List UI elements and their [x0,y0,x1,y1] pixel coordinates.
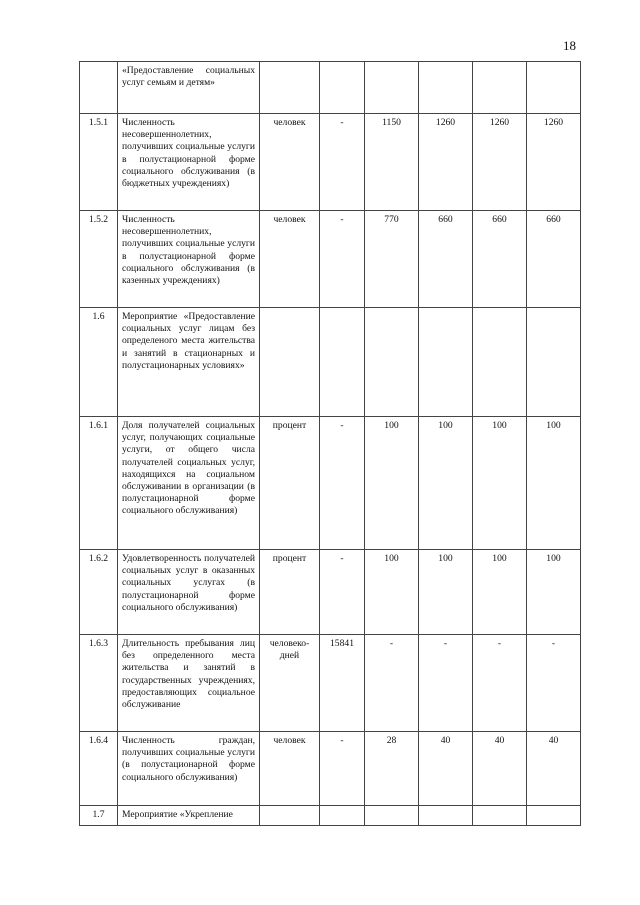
row-value-4: 100 [527,550,581,635]
row-number: 1.6.4 [80,732,118,806]
table-row [80,308,581,417]
row-number: 1.5.2 [80,211,118,308]
row-value-3 [473,62,527,114]
row-description: Длительность пребывания лиц без определенного места жительства и занятий в государственных учреждениях, предоставляющих социальное обслуживание [118,635,260,732]
row-value-1: 28 [365,732,419,806]
row-base-value [320,806,365,826]
row-number [80,62,118,114]
row-value-4 [527,308,581,417]
row-description: Доля получателей социальных услуг, получающих социальные услуги, от общего числа получателей социальных услуг, находящихся на социальном обслуживании в организации (в полустационарной форме социального обслуживания) [118,417,260,550]
row-number: 1.6.2 [80,550,118,635]
row-value-4 [527,806,581,826]
row-base-value: - [320,211,365,308]
row-value-3: 100 [473,550,527,635]
row-value-1: 100 [365,417,419,550]
table-row [80,635,581,732]
row-value-4: - [527,635,581,732]
row-unit: процент [260,417,320,550]
row-value-2: 40 [419,732,473,806]
row-value-3: 660 [473,211,527,308]
row-base-value: - [320,417,365,550]
row-description: Удовлетворенность получателей социальных услуг в оказанных социальных услугах (в полустационарной форме социального обслуживания) [118,550,260,635]
table-row [80,62,581,114]
row-value-4 [527,62,581,114]
row-value-2: 1260 [419,114,473,211]
row-unit [260,62,320,114]
row-unit: процент [260,550,320,635]
row-value-2: 100 [419,417,473,550]
row-value-4: 1260 [527,114,581,211]
page-number: 18 [563,38,576,53]
row-base-value: - [320,550,365,635]
row-value-3 [473,308,527,417]
row-value-3: - [473,635,527,732]
row-base-value [320,308,365,417]
row-value-3: 100 [473,417,527,550]
row-value-1: 770 [365,211,419,308]
row-unit: человеко-дней [260,635,320,732]
row-description: Мероприятие «Укрепление [118,806,260,826]
row-description: Численность несовершеннолетних, получивших социальные услуги в полустационарной форме социального обслуживания (в бюджетных учреждениях) [118,114,260,211]
table-row [80,806,581,826]
table-row [80,417,581,550]
row-value-4: 100 [527,417,581,550]
row-value-2 [419,308,473,417]
indicators-table [79,61,581,826]
row-value-2 [419,806,473,826]
table-row [80,732,581,806]
row-value-3 [473,806,527,826]
row-description: «Предоставление социальных услуг семьям и детям» [118,62,260,114]
row-value-2: 100 [419,550,473,635]
row-value-4: 40 [527,732,581,806]
row-number: 1.5.1 [80,114,118,211]
row-number: 1.6.3 [80,635,118,732]
table-row [80,550,581,635]
row-unit: человек [260,114,320,211]
row-base-value: 15841 [320,635,365,732]
row-description: Численность граждан, получивших социальные услуги (в полустационарной форме социального обслуживания) [118,732,260,806]
row-value-2 [419,62,473,114]
row-unit [260,806,320,826]
row-value-1: 100 [365,550,419,635]
row-number: 1.6.1 [80,417,118,550]
row-description: Мероприятие «Предоставление социальных услуг лицам без определеного места жительства и занятий в стационарных и полустационарных условиях» [118,308,260,417]
row-unit: человек [260,211,320,308]
row-value-1 [365,806,419,826]
row-base-value: - [320,732,365,806]
row-value-4: 660 [527,211,581,308]
row-description: Численность несовершеннолетних, получивших социальные услуги в полустационарной форме социального обслуживания (в казенных учреждениях) [118,211,260,308]
row-value-3: 40 [473,732,527,806]
table-row [80,114,581,211]
row-unit [260,308,320,417]
row-value-3: 1260 [473,114,527,211]
row-value-1: - [365,635,419,732]
row-unit: человек [260,732,320,806]
row-value-1 [365,308,419,417]
row-value-2: 660 [419,211,473,308]
row-number: 1.7 [80,806,118,826]
table-row [80,211,581,308]
row-number: 1.6 [80,308,118,417]
row-base-value [320,62,365,114]
row-value-1: 1150 [365,114,419,211]
row-value-2: - [419,635,473,732]
row-base-value: - [320,114,365,211]
row-value-1 [365,62,419,114]
